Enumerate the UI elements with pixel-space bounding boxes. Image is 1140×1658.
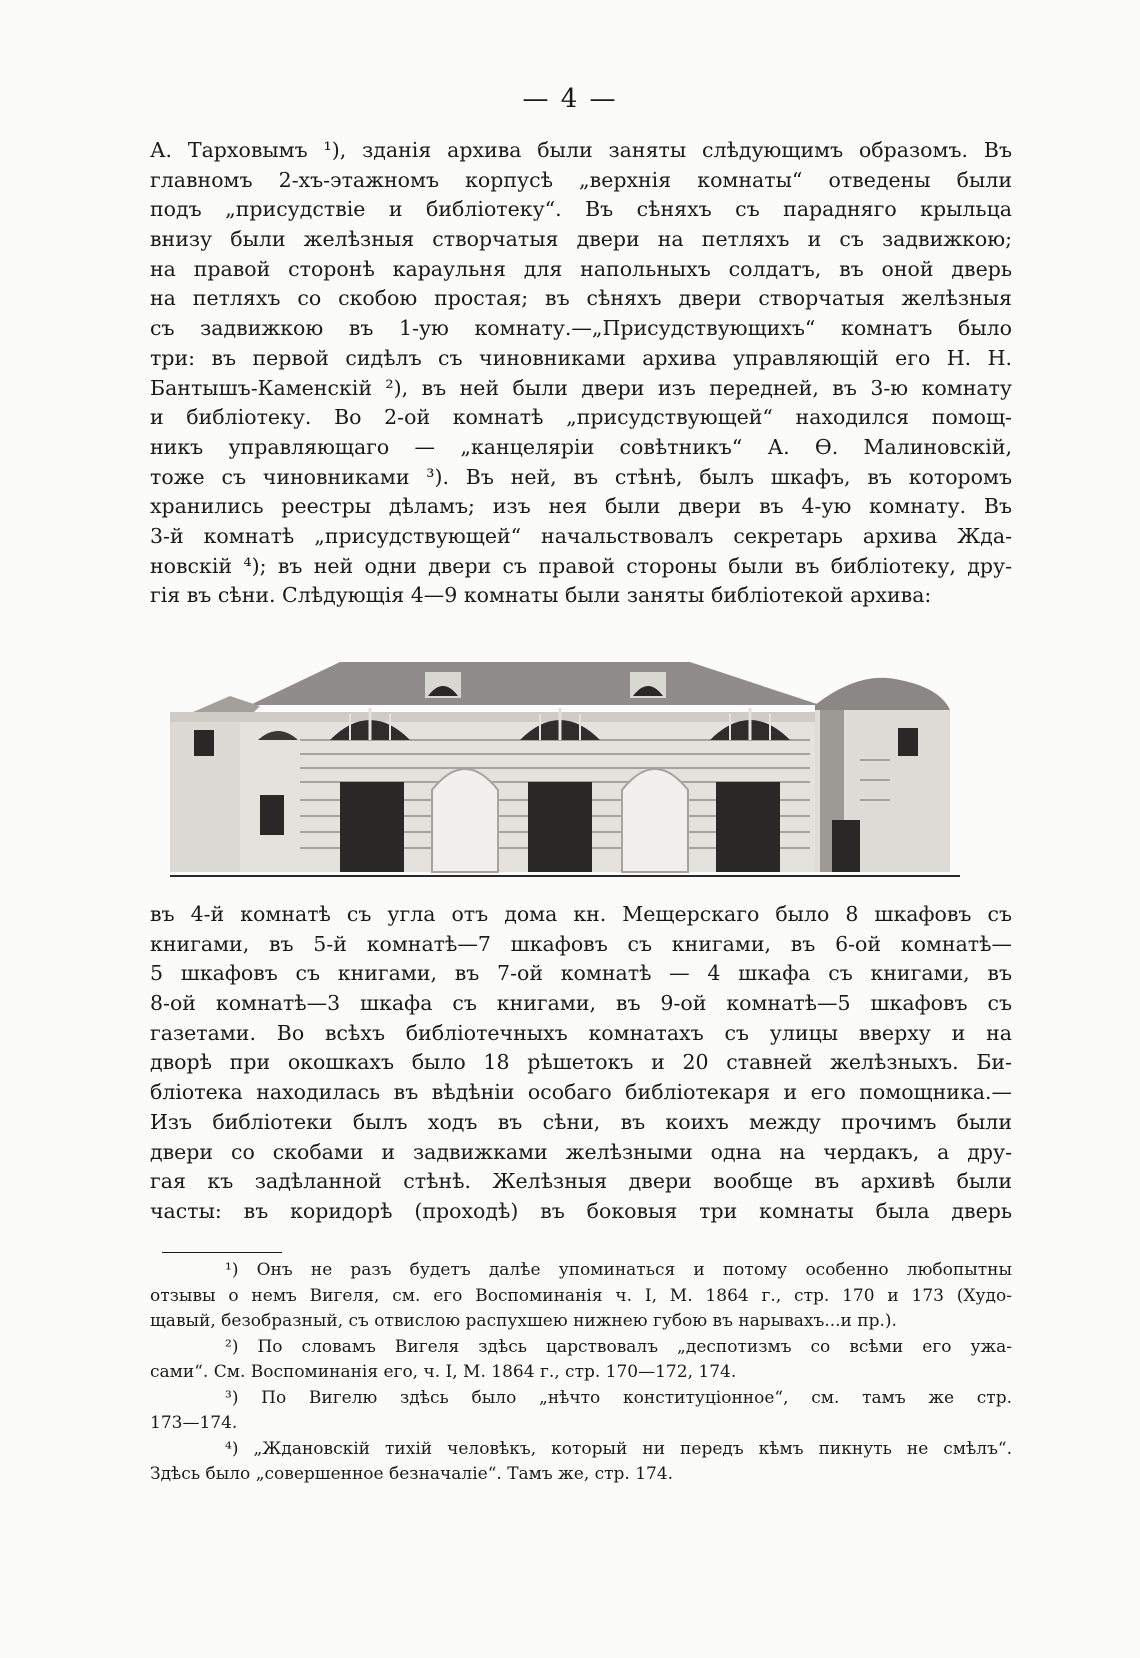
footnote-line: щавый, безобразный, съ отвислою распухшею нижнею губою въ нарывахъ...и пр.). <box>150 1311 897 1331</box>
text-line: книгами, въ 5-й комнатѣ—7 шкафовъ съ книгами, въ 6-ой комнатѣ— <box>150 931 1012 956</box>
left-wing-window-upper <box>194 730 214 756</box>
body-text-top <box>150 136 1012 611</box>
dormer-left <box>425 672 461 698</box>
text-line: гая къ задѣланной стѣнѣ. Желѣзныя двери вообще въ архивѣ были <box>150 1169 1012 1194</box>
footnote-line: сами“. См. Воспоминанія его, ч. I, М. 1864 г., стр. 170—172, 174. <box>150 1362 737 1382</box>
text-line: на петляхъ со скобою простая; въ сѣняхъ двери створчатыя желѣзныя <box>150 286 1012 311</box>
ground-opening-3 <box>716 782 780 872</box>
text-line: Бантышъ-Каменскій ²), въ ней были двери изъ передней, въ 3-ю комнату <box>150 375 1012 400</box>
text-line: новскій ⁴); въ ней одни двери съ правой стороны были въ библіотеку, дру- <box>150 553 1012 578</box>
page-number: — 4 — <box>522 84 618 114</box>
footnote-line: ⁴) „Ждановскій тихій человѣкъ, который ни передъ кѣмъ пикнуть не смѣлъ“. <box>225 1438 1012 1459</box>
text-line: подъ „присудствіе и библіотеку“. Въ сѣняхъ съ парадняго крыльца <box>150 197 1012 222</box>
footnote-line: ²) По словамъ Вигеля здѣсь царствовалъ „деспотизмъ со всѣми его ужа- <box>225 1336 1012 1357</box>
text-line: хранились реестры дѣламъ; изъ нея были двери въ 4-ую комнату. Въ <box>150 494 1012 519</box>
text-line: тоже съ чиновниками ³). Въ ней, въ стѣнѣ, былъ шкафъ, въ которомъ <box>150 464 1012 489</box>
text-line: А. Тарховымъ ¹), зданія архива были заняты слѣдующимъ образомъ. Въ <box>150 138 1012 162</box>
text-line: въ 4-й комнатѣ съ угла отъ дома кн. Мещерскаго было 8 шкафовъ съ <box>150 902 1012 926</box>
footnote-line: отзывы о немъ Вигеля, см. его Воспоминанія ч. I, М. 1864 г., стр. 170 и 173 (Худо- <box>150 1285 1012 1306</box>
footnote-divider <box>162 1252 282 1253</box>
footnote-line: Здѣсь было „совершенное безначаліе“. Тамъ же, стр. 174. <box>150 1464 674 1484</box>
text-line: бліотека находилась въ вѣдѣніи особаго библіотекаря и его помощника.— <box>150 1080 1012 1105</box>
footnote-line: ³) По Вигелю здѣсь было „нѣчто конституціонное“, см. тамъ же стр. <box>225 1387 1012 1408</box>
text-line: внизу были желѣзныя створчатыя двери на петляхъ и съ задвижкою; <box>150 227 1012 252</box>
text-line: двери со скобами и задвижками желѣзными одна на чердакъ, а дру- <box>150 1139 1012 1164</box>
body-text-bottom <box>150 900 1012 1227</box>
text-line: Изъ библіотеки былъ ходъ въ сѣни, въ коихъ между прочимъ были <box>150 1109 1012 1134</box>
ground-opening-1 <box>340 782 404 872</box>
text-line: часты: въ коридорѣ (проходѣ) въ боковыя три комнаты была дверь <box>150 1198 1012 1223</box>
text-line: три: въ первой сидѣлъ съ чиновниками архива управляющій его Н. Н. <box>150 345 1012 370</box>
text-line: 3-й комнатѣ „присудствующей“ начальствовалъ секретарь архива Ждa- <box>150 523 1012 548</box>
left-wing-window-lower <box>260 795 284 835</box>
text-line: газетами. Во всѣхъ библіотечныхъ комнатахъ съ улицы вверху и на <box>150 1020 1012 1045</box>
text-line: съ задвижкою въ 1-ую комнату.—„Присудствующихъ“ комнатъ было <box>150 316 1012 341</box>
main-roof <box>250 662 820 705</box>
facade-drawing <box>170 650 1010 882</box>
footnote-line: ¹) Онъ не разъ будетъ далѣе упоминаться и потому особенно любопытны <box>225 1260 1012 1280</box>
ground-opening-2 <box>528 782 592 872</box>
side-wing-roof <box>815 678 950 710</box>
arch-2 <box>622 769 688 872</box>
right-wing-window-lower <box>832 820 860 872</box>
text-line: дворѣ при окошкахъ было 18 рѣшетокъ и 20 ставней желѣзныхъ. Би- <box>150 1050 1012 1075</box>
text-line: главномъ 2-хъ-этажномъ корпусѣ „верхнія комнаты“ отведены были <box>150 167 1012 192</box>
text-line: на правой сторонѣ караульня для напольныхъ солдатъ, въ оной дверь <box>150 256 1012 281</box>
right-wing-window-upper <box>898 728 918 756</box>
footnote-line: 173—174. <box>150 1413 238 1433</box>
text-line: 8-ой комнатѣ—3 шкафа съ книгами, въ 9-ой комнатѣ—5 шкафовъ съ <box>150 991 1012 1016</box>
text-line: 5 шкафовъ съ книгами, въ 7-ой комнатѣ — 4 шкафа съ книгами, въ <box>150 961 1012 986</box>
footnotes <box>150 1258 1012 1488</box>
text-line: гія въ сѣни. Слѣдующія 4—9 комнаты были заняты библіотекой архива: <box>150 583 932 608</box>
building-facade-illustration <box>170 650 1010 882</box>
dormer-right <box>630 672 666 698</box>
arch-1 <box>432 769 498 872</box>
text-line: никъ управляющаго — „канцеляріи совѣтникъ“ А. Ѳ. Малиновскій, <box>150 434 1012 459</box>
text-line: и библіотеку. Во 2-ой комнатѣ „присудствующей“ находился помощ- <box>150 405 1012 430</box>
